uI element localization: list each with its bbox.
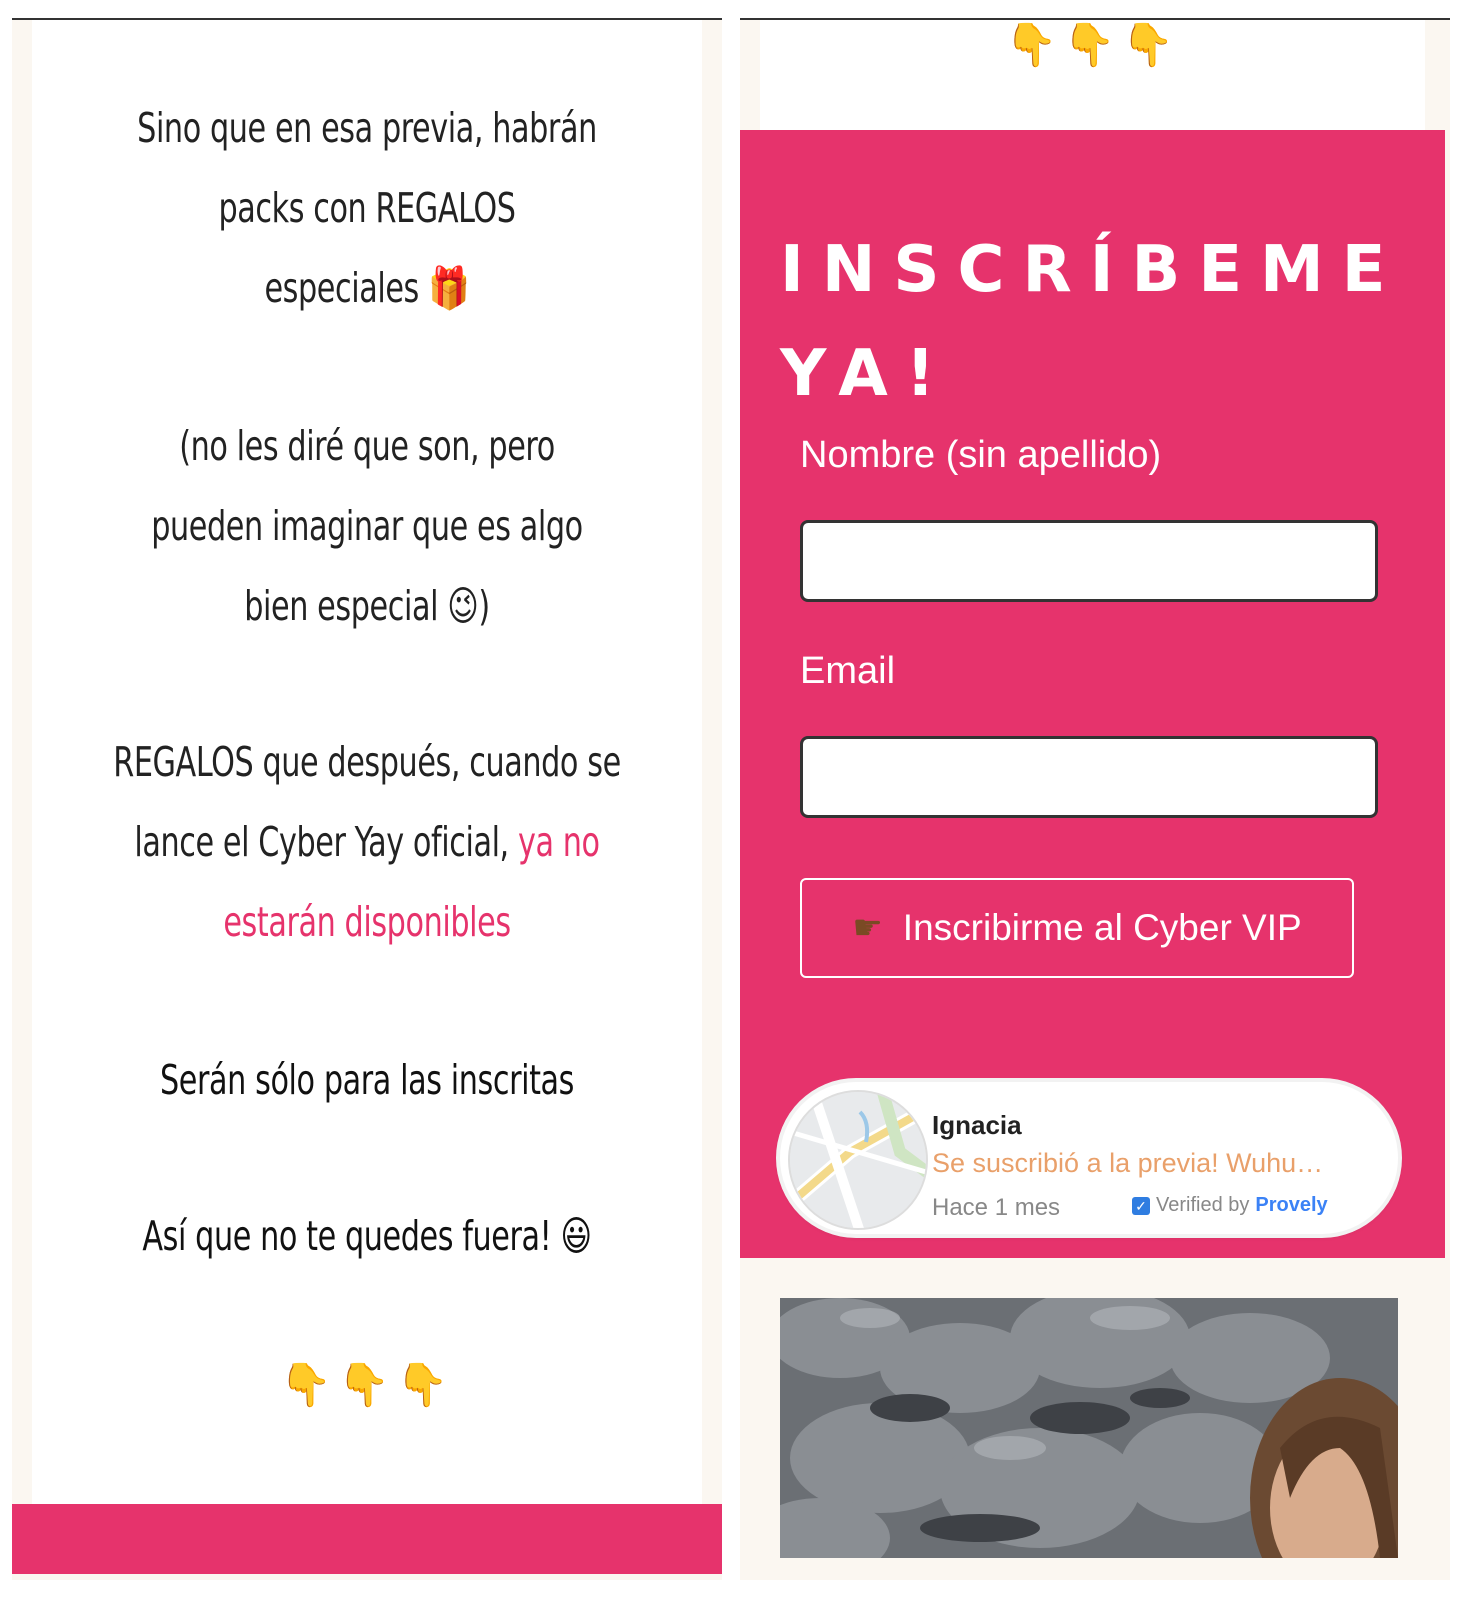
map-icon: [790, 1092, 926, 1228]
subscriber-name: Ignacia: [932, 1110, 1022, 1140]
hero-photo: [780, 1298, 1398, 1558]
checkbox-check-icon: ✓: [1132, 1197, 1150, 1215]
pointing-down-icon: 👇👇👇: [1005, 20, 1180, 69]
submit-button[interactable]: [800, 878, 1354, 978]
left-content-card: [32, 20, 702, 1504]
map-thumbnail: [788, 1090, 928, 1230]
left-panel: [12, 18, 722, 1580]
form-title: INSCRÍBEME YA!: [780, 233, 1404, 411]
paragraph-cta: Así que no te quedes fuera! 😃: [142, 1212, 592, 1260]
name-label: Nombre (sin apellido): [800, 434, 1162, 476]
highlight-text: estarán disponibles: [223, 898, 511, 946]
subscriber-time: Hace 1 mes: [932, 1194, 1061, 1221]
social-proof-notification[interactable]: [780, 1082, 1398, 1234]
email-label: Email: [800, 650, 896, 692]
subscriber-message: Se suscribió a la previa! Wuhu…: [932, 1148, 1324, 1178]
highlight-text: ya no: [517, 818, 600, 866]
paragraph-secret: (no les diré que son, pero pueden imaginar que es algo bien especial 😉): [151, 422, 583, 630]
verified-badge[interactable]: ✓ Verified by Provely: [1132, 1194, 1328, 1217]
provely-link[interactable]: Provely: [1255, 1194, 1328, 1216]
signup-form: [740, 130, 1445, 1258]
pink-footer-bar: [12, 1504, 722, 1574]
name-input[interactable]: [800, 520, 1378, 602]
pointing-right-hand-icon: ☛: [852, 909, 883, 947]
email-input[interactable]: [800, 736, 1378, 818]
pointing-down-icon: 👇👇👇: [279, 1360, 455, 1409]
paragraph-gifts: Sino que en esa previa, habrán packs con REGALOS especiales 🎁: [137, 104, 597, 312]
paragraph-exclusive: Serán sólo para las inscritas: [160, 1056, 574, 1104]
submit-button-label: Inscribirme al Cyber VIP: [902, 907, 1302, 948]
rocks-photo-image: [780, 1298, 1398, 1558]
right-panel: [740, 18, 1450, 1580]
paragraph-availability: REGALOS que después, cuando se lance el Cyber Yay oficial, ya no estarán disponibles: [92, 722, 641, 962]
